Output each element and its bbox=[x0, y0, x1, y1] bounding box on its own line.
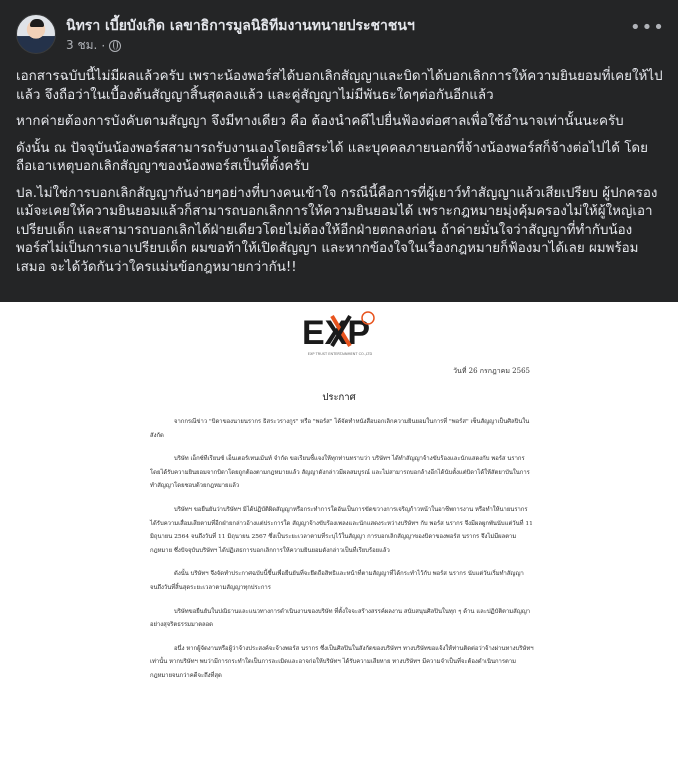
attached-document-image[interactable] bbox=[0, 302, 678, 784]
post-time[interactable]: 3 ชม. bbox=[66, 38, 98, 52]
document-paragraph: ดังนั้น บริษัทฯ จึงจัดทำประกาศฉบับนี้ขึ้นเพื่อยืนยันที่จะยึดถือสิทธิและหน้าที่ตามสัญญาที่ได้กระทำไว้กับ พอร์ส นรากร นับแต่วันเริ่มทำสัญญาจนถึงวันที่สิ้นสุดระยะเวลาตามสัญญาทุกประการ bbox=[150, 571, 524, 591]
logo-subtext: EXP TRUST ENTERTAINMENT CO.,LTD bbox=[307, 352, 373, 356]
post-text bbox=[16, 68, 664, 285]
post-paragraph: เอกสารฉบับนี้ไม่มีผลแล้วครับ เพราะน้องพอร์สได้บอกเลิกสัญญาและบิดาได้บอกเลิกการให้ความยินยอมที่เคยให้ไปแล้ว จึงถือว่าในเบื้องต้นสัญญาสิ้นสุดลงแล้ว และคู่สัญญาไม่มีพันธะใดๆต่อกันอีกแล้ว bbox=[16, 69, 663, 103]
meta-separator: · bbox=[101, 38, 106, 53]
document-paragraph: อนึ่ง หากผู้จัดงานหรือผู้ว่าจ้างประสงค์จะจ้างพอร์ส นรากร ซึ่งเป็นศิลปินในสังกัดของบริษัทฯ ทางบริษัทขอแจ้งให้ท่านติดต่อว่าจ้างผ่านทางบริษัทฯ เท่านั้น หากบริษัทฯ พบว่ามีการกระทำใดเป็นการละเมิดและอาจก่อให้บริษัทฯ ได้รับความเสียหาย ทางบริษัทฯ มีความจำเป็นที่จะต้องดำเนินการตามกฎหมายจนกว่าคดีจะถึงที่สุด bbox=[150, 645, 534, 679]
post-paragraph: ปล.ไม่ใช่การบอกเลิกสัญญากันง่ายๆอย่างที่บางคนเข้าใจ กรณีนี้คือการที่ผู้เยาว์ทำสัญญาแล้วเสียเปรียบ ผู้ปกครองแม้จะเคยให้ความยินยอมแล้วก็สามารถบอกเลิกการให้ความยินยอมได้ เพราะกฎหมายมุ่งคุ้มครองไม่ให้ผู้ใหญ่เอาเปรียบเด็ก และสามารถบอกเลิกได้ฝ่ายเดียวโดยไม่ต้องให้อีกฝ่ายตกลงก่อน ถ้าค่ายมั่นใจว่าสัญญาที่ทำกับน้องพอร์สไม่เป็นการเอาเปรียบเด็ก ผมขอท้าให้เปิดสัญญา และหากข้องใจในเรื่องกฎหมายก็ฟ้องมาได้เลย ผมพร้อมเสมอ จะได้วัดกันว่าใครแม่นข้อกฎหมายกว่ากัน!! bbox=[16, 185, 658, 275]
document-body bbox=[150, 416, 536, 694]
author-avatar[interactable] bbox=[16, 14, 56, 54]
document-paragraph: จากกรณีข่าว "บิดาของนายนรากร ธิสระวรางกูร" หรือ "พอร์ส" ได้จัดทำหนังสือบอกเลิกความยินยอมในการที่ "พอร์ส" เซ็นสัญญาเป็นศิลปินในสังกัด bbox=[150, 419, 530, 439]
logo-text: EXP bbox=[302, 314, 371, 352]
post-meta bbox=[66, 36, 121, 55]
exp-logo bbox=[298, 310, 380, 352]
globe-icon[interactable] bbox=[109, 40, 121, 52]
post-paragraph: ดังนั้น ณ ปัจจุบันน้องพอร์สสามารถรับงานเองโดยอิสระได้ และบุคคลภายนอกที่จ้างน้องพอร์สก็จ้างต่อไปได้ โดยถือเอาเหตุบอกเลิกสัญญาของน้องพอร์สเป็นที่ตั้งครับ bbox=[16, 140, 648, 174]
document-paragraph: บริษัท เอ็กซ์ทีเรียนซ์ เอ็นเตอร์เทนเม้นท์ จำกัด ขอเรียนชี้แจงให้ทุกท่านทราบว่า บริษัทฯ ได้ทำสัญญาจ้างขับร้องและนักแสดงกับ พอร์ส นรากร โดยได้รับความยินยอมจากบิดาโดยถูกต้องตามกฎหมายแล้ว สัญญาดังกล่าวมีผลสมบูรณ์ และไม่สามารถบอกล้างอีกได้นับตั้งแต่บิดาได้ให้สัตยาบันในการทำสัญญาโดยชอบด้วยกฎหมายแล้ว bbox=[150, 456, 530, 490]
post-header bbox=[16, 12, 665, 56]
post-paragraph: หากค่ายต้องการบังคับตามสัญญา จึงมีทางเดียว คือ ต้องนำคดีไปยื่นฟ้องต่อศาลเพื่อใช้อำนาจเท่านั้นนะครับ bbox=[16, 114, 624, 129]
document-title: ประกาศ bbox=[322, 392, 356, 403]
author-name[interactable]: นิทรา เบี้ยบังเกิด เลขาธิการมูลนิธิทีมงานทนายประชาชนฯ bbox=[66, 18, 415, 34]
document-paragraph: บริษัทฯ ขอยืนยันว่าบริษัทฯ มิได้ปฏิบัติผิดสัญญาหรือกระทำการใดอันเป็นการขัดขวางการเจริญก้าวหน้าในอาชีพการงาน หรือทำให้นายนรากร ได้รับความเสื่อมเสียตามที่อีกฝ่ายกล่าวอ้างแต่ประการใด สัญญาจ้างขับร้องเพลงและนักแสดงระหว่างบริษัทฯ กับ พอร์ส นรากร จึงมีผลผูกพันนับแต่วันที่ 11 มิถุนายน 2564 จนถึงวันที่ 11 มิถุนายน 2567 ซึ่งเป็นระยะเวลาตามที่ระบุไว้ในสัญญา การบอกเลิกสัญญาของบิดาของพอร์ส นรากร จึงไม่มีผลตามกฎหมาย ซึ่งปัจจุบันบริษัทฯ ได้ปฏิเสธการบอกเลิกการให้ความยินยอมดังกล่าวเป็นที่เรียบร้อยแล้ว bbox=[150, 506, 533, 554]
more-options-icon[interactable]: ••• bbox=[630, 17, 665, 38]
document-date: วันที่ 26 กรกฎาคม 2565 bbox=[453, 367, 530, 375]
document-paragraph: บริษัทขอยืนยันในปณิธานและแนวทางการดำเนินงานของบริษัท ที่ตั้งใจจะสร้างสรรค์ผลงาน สนับสนุนศิลปินในทุก ๆ ด้าน และปฏิบัติตามสัญญาอย่างสุจริตธรรมมาตลอด bbox=[150, 608, 531, 629]
